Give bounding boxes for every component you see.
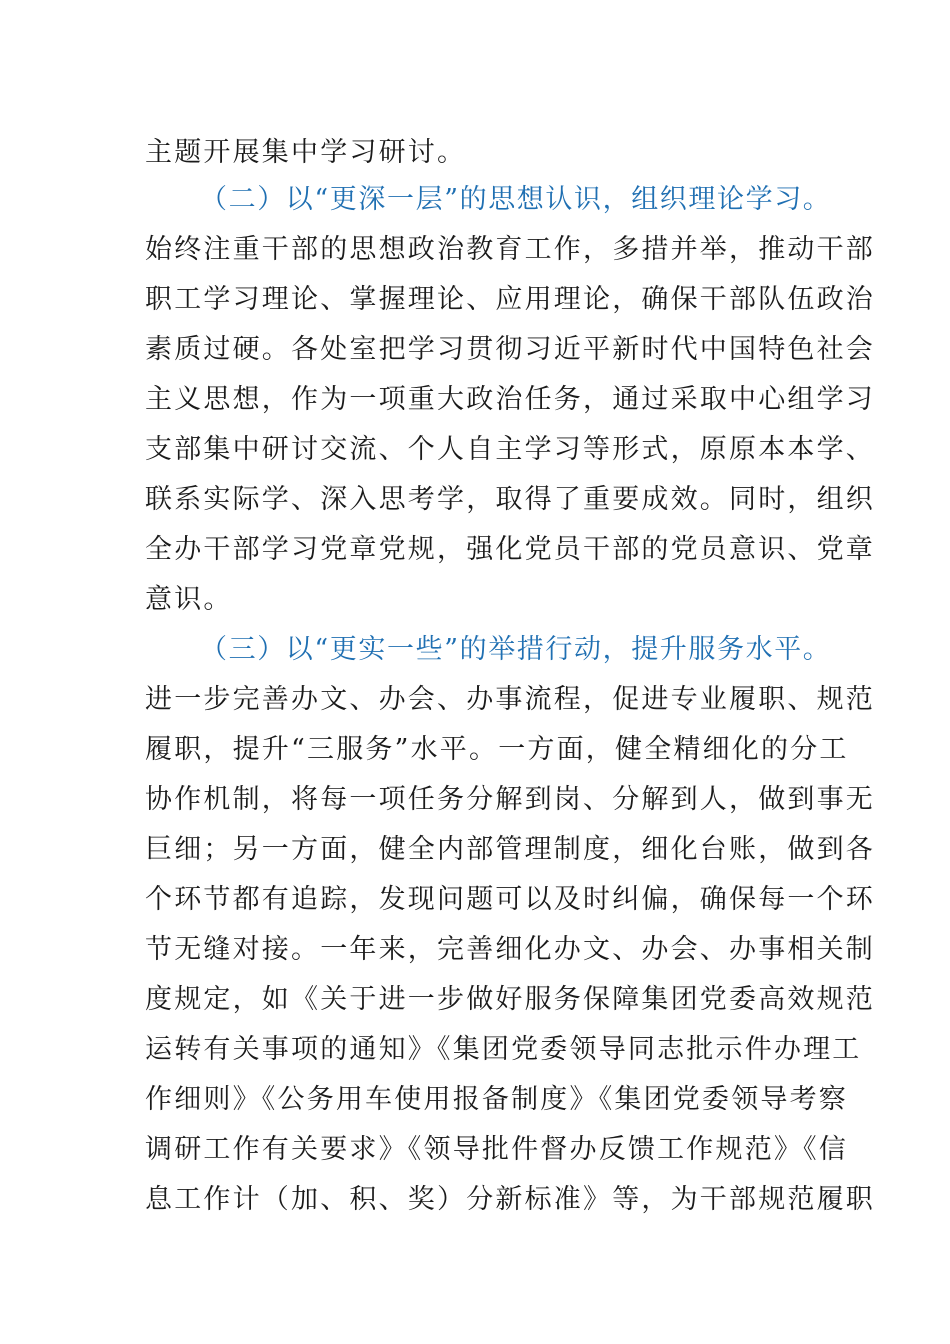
paragraph-line: 巨细；另一方面，健全内部管理制度，细化台账，做到各 (145, 834, 875, 865)
paragraph-line: 全办干部学习党章党规，强化党员干部的党员意识、党章 (145, 534, 875, 565)
paragraph-line: 个环节都有追踪，发现问题可以及时纠偏，确保每一个环 (145, 884, 875, 915)
paragraph-line: 主义思想，作为一项重大政治任务，通过采取中心组学习 (145, 384, 875, 415)
paragraph-line: 调研工作有关要求》《领导批件督办反馈工作规范》《信 (145, 1134, 848, 1165)
paragraph-line: 进一步完善办文、办会、办事流程，促进专业履职、规范 (145, 684, 875, 715)
paragraph-line: 始终注重干部的思想政治教育工作，多措并举，推动干部 (145, 234, 875, 265)
paragraph-line: 息工作计（加、积、奖）分新标准》等，为干部规范履职 (145, 1184, 875, 1215)
paragraph-line: 联系实际学、深入思考学，取得了重要成效。同时，组织 (145, 484, 875, 515)
paragraph-line: 度规定，如《关于进一步做好服务保障集团党委高效规范 (145, 984, 875, 1015)
paragraph-line: 作细则》《公务用车使用报备制度》《集团党委领导考察 (145, 1084, 848, 1115)
paragraph-line: 意识。 (145, 584, 233, 615)
paragraph-line: 主题开展集中学习研讨。 (145, 137, 467, 168)
paragraph-line: 素质过硬。各处室把学习贯彻习近平新时代中国特色社会 (145, 334, 875, 365)
paragraph-line: 职工学习理论、掌握理论、应用理论，确保干部队伍政治 (145, 284, 875, 315)
paragraph-line: 运转有关事项的通知》《集团党委领导同志批示件办理工 (145, 1034, 862, 1065)
paragraph-line: 支部集中研讨交流、个人自主学习等形式，原原本本学、 (145, 434, 875, 465)
section-heading-2: （二）以“更深一层”的思想认识，组织理论学习。 (200, 184, 832, 215)
section-heading-3: （三）以“更实一些”的举措行动，提升服务水平。 (200, 634, 832, 665)
paragraph-line: 履职，提升“三服务”水平。一方面，健全精细化的分工 (145, 734, 849, 765)
paragraph-line: 节无缝对接。一年来，完善细化办文、办会、办事相关制 (145, 934, 875, 965)
paragraph-line: 协作机制，将每一项任务分解到岗、分解到人，做到事无 (145, 784, 875, 815)
